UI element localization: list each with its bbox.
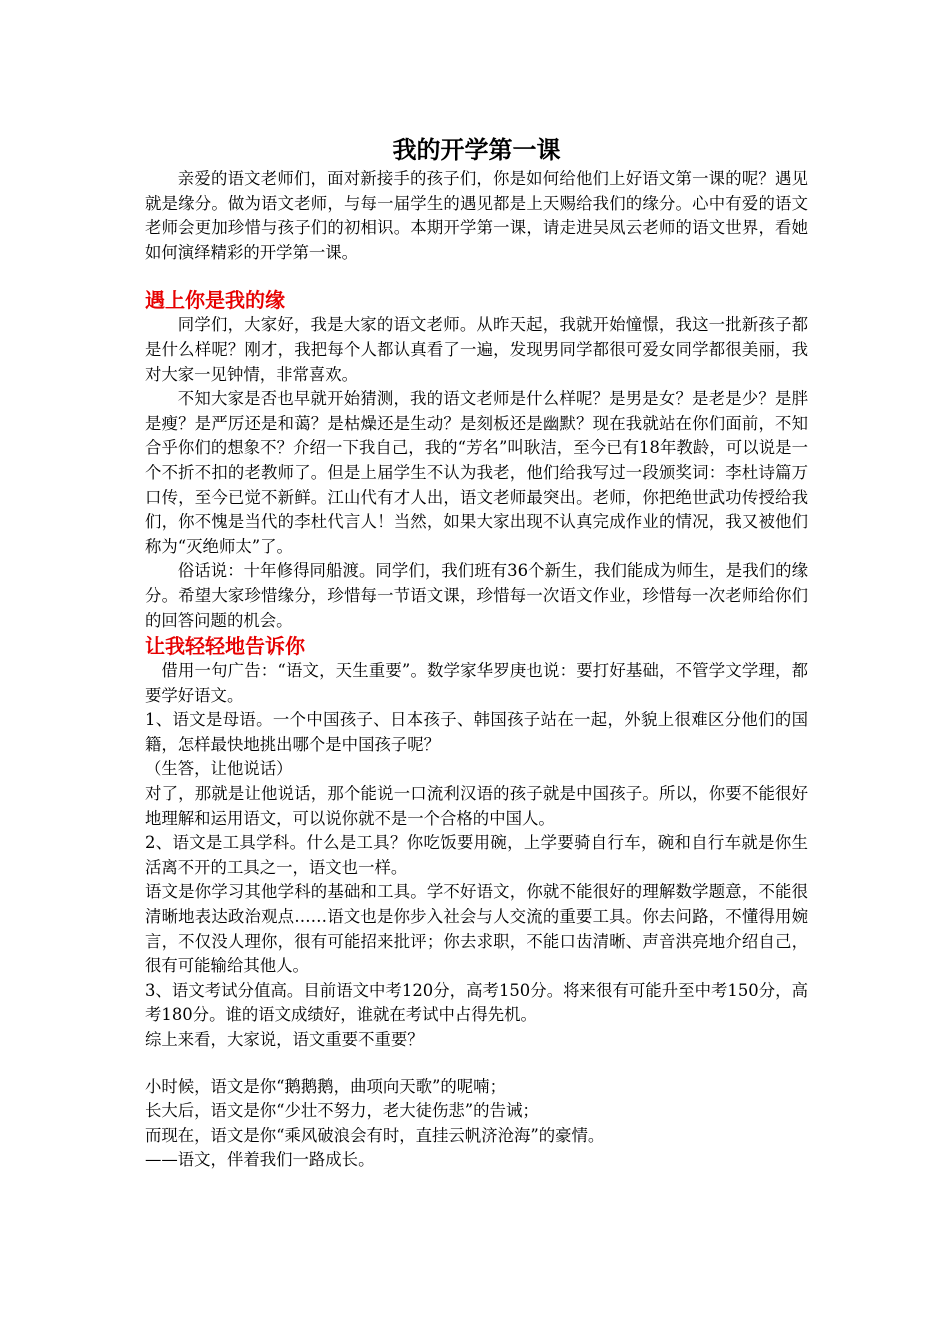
section2-line: 语文是你学习其他学科的基础和工具。学不好语文，你就不能很好的理解数学题意，不能很清晰地表达政治观点……语文也是你步入社会与人交流的重要工具。你去问路，不懂得用婉言，不仅没人理你，很有可能招来批评；你去求职，不能口齿清晰、声音洪亮地介绍自己，很有可能输给其他人。: [145, 882, 808, 976]
intro-paragraph: 亲爱的语文老师们，面对新接手的孩子们，你是如何给他们上好语文第一课的呢？遇见就是缘分。做为语文老师，与每一届学生的遇见都是上天赐给我们的缘分。心中有爱的语文老师会更加珍惜与孩子们的初相识。本期开学第一课，请走进吴凤云老师的语文世界，看她如何演绎精彩的开学第一课。: [145, 169, 808, 262]
section2-lead: 借用一句广告：“语文，天生重要”。数学家华罗庚也说：要打好基础，不管学文学理，都要学好语文。: [145, 661, 808, 705]
section2-line: 2、语文是工具学科。什么是工具？你吃饭要用碗，上学要骑自行车，碗和自行车就是你生活离不开的工具之一，语文也一样。: [145, 833, 808, 877]
section1-paragraph: 同学们，大家好，我是大家的语文老师。从昨天起，我就开始憧憬，我这一批新孩子都是什么样呢？刚才，我把每个人都认真看了一遍，发现男同学都很可爱女同学都很美丽，我对大家一见钟情，非常喜欢。: [145, 315, 808, 384]
section2-heading: 让我轻轻地告诉你: [145, 634, 305, 659]
section2-line: 1、语文是母语。一个中国孩子、日本孩子、韩国孩子站在一起，外貌上很难区分他们的国籍，怎样最快地挑出哪个是中国孩子呢？: [145, 710, 808, 754]
page-title: 我的开学第一课: [392, 136, 561, 164]
document-body: [145, 133, 808, 1173]
spacer: [145, 265, 808, 287]
poem-line: ——语文，伴着我们一路成长。: [145, 1150, 375, 1170]
poem-line: 长大后，语文是你“少壮不努力，老大徒伤悲”的告诫；: [145, 1101, 539, 1121]
section2-line: （生答，让他说话）: [145, 759, 293, 779]
spacer: [145, 1053, 808, 1075]
section2-line: 3、语文考试分值高。目前语文中考120分，高考150分。将来很有可能升至中考150分，高考180分。谁的语文成绩好，谁就在考试中占得先机。: [145, 980, 808, 1025]
poem-line: 而现在，语文是你“乘风破浪会有时，直挂云帆济沧海”的豪情。: [145, 1125, 605, 1145]
section2-line: 对了，那就是让他说话，那个能说一口流利汉语的孩子就是中国孩子。所以，你要不能很好地理解和运用语文，可以说你就不是一个合格的中国人。: [145, 784, 808, 828]
section1-paragraph: 俗话说：十年修得同船渡。同学们，我们班有36个新生，我们能成为师生，是我们的缘分。希望大家珍惜缘分，珍惜每一节语文课，珍惜每一次语文作业，珍惜每一次老师给你们的回答问题的机会。: [145, 561, 808, 630]
section1-paragraph: 不知大家是否也早就开始猜测，我的语文老师是什么样呢？是男是女？是老是少？是胖是瘦？是严厉还是和蔼？是枯燥还是生动？是刻板还是幽默？现在我就站在你们面前，不知合乎你们的想象不？介绍一下我自己，我的“芳名”叫耿洁，至今已有18年教龄，可以说是一个不折不扣的老教师了。但是上届学生不认为我老，他们给我写过一段颁奖词：李杜诗篇万口传，至今已觉不新鲜。江山代有才人出，语文老师最突出。老师，你把绝世武功传授给我们，你不愧是当代的李杜代言人！当然，如果大家出现不认真完成作业的情况，我又被他们称为“灭绝师太”了。: [145, 389, 808, 556]
poem-line: 小时候，语文是你“鹅鹅鹅，曲项向天歌”的呢喃；: [145, 1076, 506, 1096]
section1-heading: 遇上你是我的缘: [145, 288, 285, 313]
section2-line: 综上来看，大家说，语文重要不重要？: [145, 1030, 424, 1049]
